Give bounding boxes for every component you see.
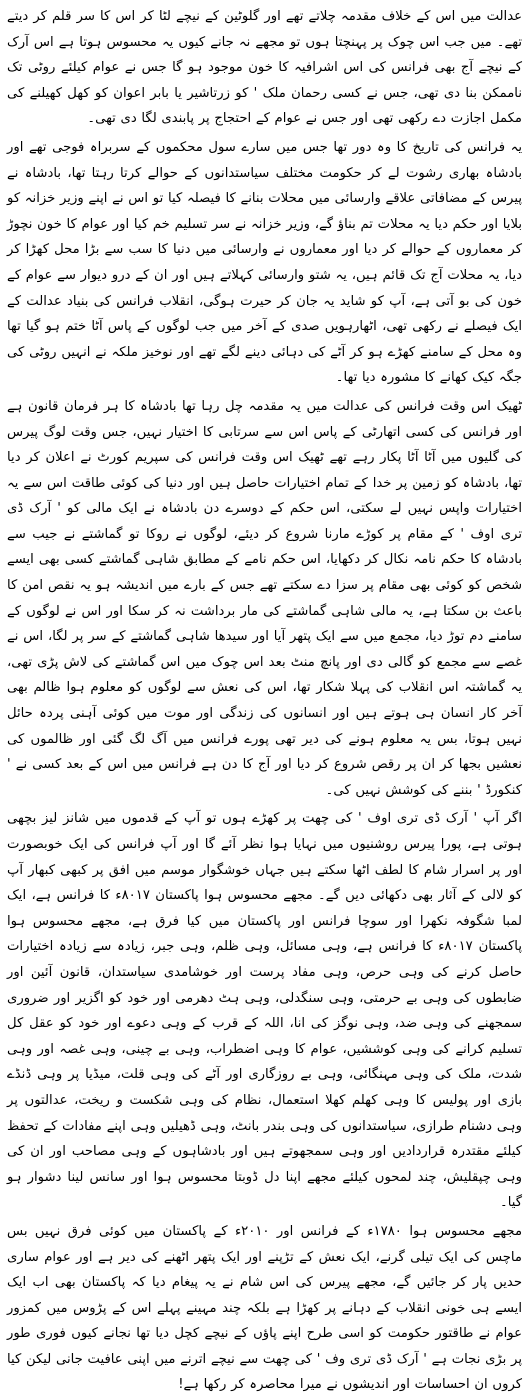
article-paragraph-5: مجھے محسوس ہوا ۱۷۸۰ء کے فرانس اور ۲۰۱۰ء کے پاکستان میں کوئی فرق نہیں بس ماچس کی ایک تیلی گرنے، ایک نعش کے تڑپنے اور ایک پتھر اٹھنے کی دیر ہے اور عوام ساری حدیں پار کر جائیں گے، مجھے پیرس کی اس شام نے یہ پیغام دیا کہ پاکستان بھی اب ایک ایسے ہی خونی انقلاب کے دہانے پر کھڑا ہے بلکہ چند مہینے پہلے اس کے پڑوس میں کمزور عوام نے طاقتور حکومت کو اسی طرح اپنے پاؤں کے نیچے کچل دیا تھا نجانے کیوں فوری طور پر بڑی نجات ہے ' آرک ڈی تری وف ' کی چھت سے نیچے اترنے میں اپنی عافیت جانی لیکن کیا کروں ان احساسات اور اندیشوں نے میرا محاصرہ کر رکھا ہے! <box>7 1223 523 1393</box>
article-paragraph-1: عدالت میں اس کے خلاف مقدمہ چلاتے تھے اور گلوٹین کے نیچے لٹا کر اس کا سر قلم کر دیتے تھے۔ میں جب اس چوک پر پہنچتا ہوں تو مجھے نہ جانے کیوں یہ محسوس ہوتا ہے اس آرک کے نیچے آج بھی فرانس کی اس اشرافیہ کا خون موجود ہو گا جس نے عوام کیلئے روٹی تک ناممکن بنا دی تھی، جس نے کسی رحمان ملک ' کو زرتاشیر یا بابر اعوان کو کھل کھیلنے کی مکمل اجازت دے رکھی تھی اور جس نے عوام کے احتجاج پر پابندی لگا دی تھی۔ <box>7 9 522 127</box>
article-paragraph-4: اگر آپ ' آرک ڈی تری اوف ' کی چھت پر کھڑے ہوں تو آپ کے قدموں میں شانز لیز بچھی ہوتی ہے، پورا پیرس روشنیوں میں نہایا ہوا نظر آئے گا اور آپ فرانس کی ایک خوبصورت اور پر اسرار شام کا لطف اٹھا سکتے ہیں جہاں خوشگوار موسم میں افق پر کبھی کبھار آپ کو لالی کے آثار بھی دکھائی دیں گے۔ مجھے محسوس ہوا پاکستان ۸۰۱۷ء کا فرانس ہے، ایک لمبا شگوفہ نکھرا اور سوچا فرانس اور پاکستان میں کیا فرق ہے، مجھے محسوس ہوا پاکستان ۸۰۱۷ء کا فرانس ہے، وہی مسائل، وہی ظلم، وہی جبر، زیادہ سے زیادہ اختیارات حاصل کرنے کی وہی حرص، وہی مفاد پرست اور خوشامدی سیاستدان، قانون آئین اور ضابطوں کی وہی بے حرمتی، وہی سنگدلی، وہی ہٹ دھرمی اور خود کو اگزیر اور ضروری سمجھنے کی وہی ضد، وہی نوگز کی انا، اللہ کے قرب کے وہی دعوے اور خود کو عقل کل تسلیم کرانے کی وہی کوششیں، عوام کا وہی اضطراب، وہی بے چینی، وہی غصہ اور وہی شدت، ملک کی وہی مہنگائی، وہی بے روزگاری اور آٹے کی وہی قلت، میڈیا پر وہی ڈنڈے بازی اور پولیس کا وہی کھلم کھلا استعمال، نظام کی وہی شکست و ریخت، عدالتوں پر وہی دشنام طرازی، سیاستدانوں کی وہی بندر بانٹ، وہی ڈھیلیں وہی اپنے مفادات کے تحفظ کیلئے مقتدرہ قراردادیں اور وہی سمجھوتے ہیں اور بادشاہوں کے وہی مصاحب اور ان کی وہی چپقلیش، چند لمحوں کیلئے مجھے اپنا دل ڈوبتا محسوس ہوا اور سانس لینا دشوار ہو گیا۔ <box>7 811 522 1211</box>
article-paragraph-2: یہ فرانس کی تاریخ کا وہ دور تھا جس میں سارے سول محکموں کے سربراہ فوجی تھے اور بادشاہ بھاری رشوت لے کر حکومت مختلف سیاستدانوں کے حوالے کرتا رہتا تھا، بادشاہ نے پیرس کے مضافاتی علاقے وارسائی میں محلات بنانے کا فیصلہ کیا تو اس نے اپنے وزیر خزانہ کو بلایا اور حکم دیا یہ محلات تم بناؤ گے، وزیر خزانہ نے سر تسلیم خم کیا اور عوام کا خون نچوڑ کر معماروں کے حوالے کر دیا اور معماروں نے وارسائی میں دنیا کا سب سے بڑا محل کھڑا کر دیا، یہ محلات آج تک قائم ہیں، یہ شتو وارسائی کہلاتے ہیں اور ان کے درو دیوار سے عوام کے خون کی بو آتی ہے، آپ کو شاید یہ جان کر حیرت ہوگی، انقلاب فرانس کی بنیاد عدالت کے ایک فیصلے نے رکھی تھی، اٹھارہویں صدی کے آخر میں جب لوگوں کے پاس آٹا ختم ہو گیا تھا وہ محل کے سامنے کھڑے ہو کر آٹے کی دہائی دینے لگے تھے اور نوخیز ملکہ نے انہیں روٹی کی جگہ کیک کھانے کا مشورہ دیا تھا۔ <box>7 139 522 386</box>
article-paragraph-3: ٹھیک اس وقت فرانس کی عدالت میں یہ مقدمہ چل رہا تھا بادشاہ کا ہر فرمان قانون ہے اور فرانس کی کسی اتھارٹی کے پاس اس سے سرتابی کا اختیار نہیں، جس وقت لوگ پیرس کی گلیوں میں آٹا آٹا پکار رہے تھے ٹھیک اس وقت فرانس کی سپریم کورٹ نے اعلان کر دیا تھا، بادشاہ کو زمین پر خدا کے تمام اختیارات حاصل ہیں اور دنیا کی کوئی طاقت اس سے یہ اختیارات واپس نہیں لے سکتی، اس حکم کے دوسرے دن بادشاہ نے ایک مالی کو ' آرک ڈی تری اوف ' کے مقام پر کوڑے مارنا شروع کر دیئے، لوگوں نے روکا تو گماشتے نے جیب سے بادشاہ کا حکم نامہ نکال کر دکھایا، اس حکم نامے کے مطابق شاہی گماشتے کسی بھی ایسے شخص کو کوئی بھی مقام پر سزا دے سکتے تھے جس کے بارے میں اندیشہ ہو یہ نقص امن کا باعث بن سکتا ہے، یہ مالی شاہی گماشتے کی مار برداشت نہ کر سکا اور اس نے لوگوں کے سامنے دم توڑ دیا، مجمع میں سے ایک پتھر آیا اور سیدھا شاہی گماشتے کے سر پر لگا، اس نے غصے سے مجمع کو گالی دی اور پانچ منٹ بعد اس چوک میں اس گماشتے کی لاش پڑی تھی، یہ گماشتہ اس انقلاب کی پہلا شکار تھا، اس کی نعش سے لوگوں کو معلوم ہوا ظالم بھی آخر کار انسان ہی ہوتے ہیں اور انسانوں کی زندگی اور موت میں کوئی آہنی پردہ حائل نہیں ہوتا، بس یہ معلوم ہونے کی دیر تھی پورے فرانس میں آگ لگ گئی اور ظالموں کی نعشیں بجھا کر ان پر رقص شروع کر دیا اور آج کا دن ہے فرانس میں اس کے بعد کسی نے ' کنکورڈ ' بننے کی کوشش نہیں کی۔ <box>7 398 522 798</box>
